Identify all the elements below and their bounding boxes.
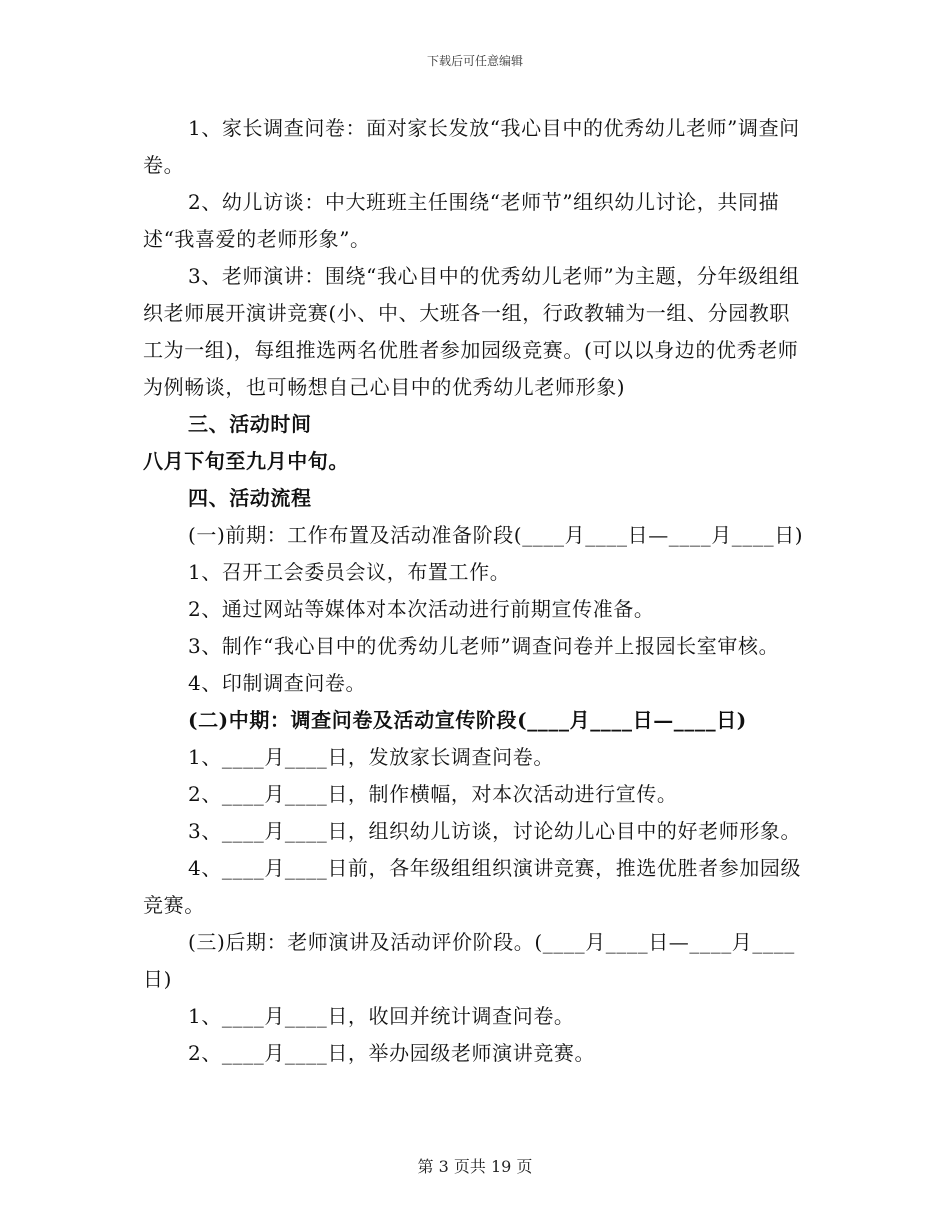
page-number-footer: 第 3 页共 19 页 [417,1157,533,1176]
list-item: 2、____月____日，举办园级老师演讲竞赛。 [188,1041,596,1065]
section-heading-activity-process: 四、活动流程 [188,486,312,510]
section-heading-activity-time: 三、活动时间 [188,412,312,436]
list-item: 2、____月____日，制作横幅，对本次活动进行宣传。 [188,782,678,806]
subheading-early-stage: (一)前期：工作布置及活动准备阶段(____月____日—____月____日) [188,523,804,547]
list-item: 3、____月____日，组织幼儿访谈，讨论幼儿心目中的好老师形象。 [188,819,802,843]
paragraph-child-interview: 2、幼儿访谈：中大班班主任围绕“老师节”组织幼儿讨论，共同描述“我喜爱的老师形象”。 [143,190,780,251]
list-item: 3、制作“我心目中的优秀幼儿老师”调查问卷并上报园长室审核。 [188,634,780,658]
subheading-middle-stage: (二)中期：调查问卷及活动宣传阶段(____月____日—____日) [188,708,747,732]
document-body [143,110,808,1072]
paragraph-activity-time: 八月下旬至九月中旬。 [143,449,349,473]
paragraph-teacher-speech: 3、老师演讲：围绕“我心目中的优秀幼儿老师”为主题，分年级组组织老师展开演讲竞赛(小、中、大班各一组，行政教辅为一组、分园教职工为一组)，每组推选两名优胜者参加园级竞赛。(可以以身边的优秀老师为例畅谈，也可畅想自己心目中的优秀幼儿老师形象) [143,264,800,399]
paragraph-parent-survey: 1、家长调查问卷：面对家长发放“我心目中的优秀幼儿老师”调查问卷。 [143,116,800,177]
list-item: 1、召开工会委员会议，布置工作。 [188,560,511,584]
page-header: 下载后可任意编辑 [426,54,523,68]
list-item: 1、____月____日，发放家长调查问卷。 [188,745,554,769]
list-item: 4、印制调查问卷。 [188,671,367,695]
list-item: 2、通过网站等媒体对本次活动进行前期宣传准备。 [188,597,655,621]
list-item: 1、____月____日，收回并统计调查问卷。 [188,1004,575,1028]
subheading-late-stage: (三)后期：老师演讲及活动评价阶段。(____月____日—____月____日) [143,930,795,991]
list-item: 4、____月____日前，各年级组组织演讲竞赛，推选优胜者参加园级竞赛。 [143,856,802,917]
